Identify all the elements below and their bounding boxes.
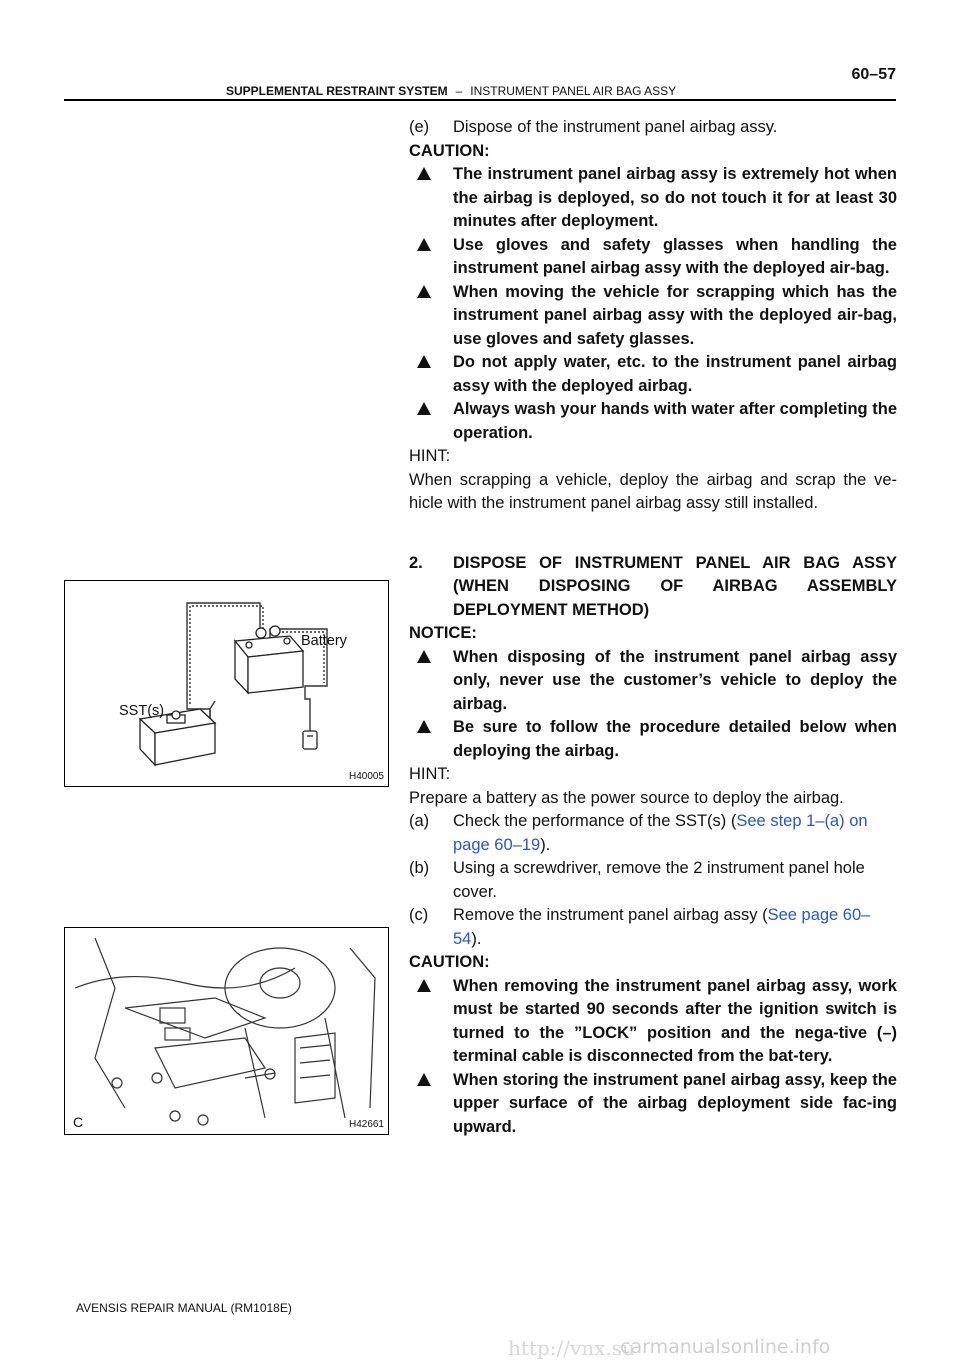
caution-heading: CAUTION: [409,141,490,160]
notice-item: When disposing of the instrument panel airbag assy only, never use the customer’s vehicle to deploy the airbag. [409,646,897,717]
label-sst: SST(s) [119,703,165,719]
hint-heading: HINT: [409,447,451,465]
header-section: SUPPLEMENTAL RESTRAINT SYSTEM [226,84,448,98]
instrument-panel-illustration [65,928,387,1133]
substep-b: (b) Using a screwdriver, remove the 2 instrument panel hole cover. [409,859,865,901]
figure-code: H40005 [348,771,384,782]
notice-item: Be sure to follow the procedure detailed below when deploying the airbag. [409,716,897,763]
watermark-left: http://vnx.su [508,1336,635,1360]
hint-heading: HINT: [409,765,451,783]
substep-e: (e) Dispose of the instrument panel airbag assy. [409,118,778,136]
link-page-60-54[interactable]: See page 60–54 [453,906,871,948]
caution-item: The instrument panel airbag assy is extremely hot when the airbag is deployed, so do not touch it for at least 30 minutes after deployment. [409,163,897,234]
label-c: C [73,1114,84,1130]
label-battery: Battery [301,633,347,649]
caution-heading: CAUTION: [409,953,490,971]
header-dash: – [455,84,463,98]
step-2-title: 2. DISPOSE OF INSTRUMENT PANEL AIR BAG ASSY (WHEN DISPOSING OF AIRBAG ASSEMBLY DEPLOYMENT METHOD) [409,553,897,619]
caution-item: When removing the instrument panel airbag assy, work must be started 90 seconds after the ignition switch is turned to the ”LOCK” position and the nega-tive (–) terminal cable is disconnected from the bat-tery. [409,975,897,1069]
battery-sst-illustration [65,581,387,785]
page-number: 60–57 [851,66,896,83]
header-subsection: INSTRUMENT PANEL AIR BAG ASSY [470,84,677,98]
caution-item: Always wash your hands with water after completing the operation. [409,398,897,445]
link-step-1a[interactable]: See step 1–(a) on page 60–19 [453,812,868,854]
caution-item: When moving the vehicle for scrapping which has the instrument panel airbag assy with the deployed air-bag, use gloves and safety glasses. [409,281,897,352]
header-rule [64,99,896,101]
figure-instrument-panel [64,927,389,1135]
notice-heading: NOTICE: [409,624,477,642]
hint-text: Prepare a battery as the power source to deploy the airbag. [409,788,844,807]
figure-battery-sst [64,580,389,787]
caution-item: When storing the instrument panel airbag assy, keep the upper surface of the airbag deployment side fac-ing upward. [409,1069,897,1140]
hint-text: When scrapping a vehicle, deploy the airbag and scrap the ve-hicle with the instrument panel airbag assy still installed. [409,470,897,512]
watermark-right: carmanualsonline.info [620,1336,831,1358]
text-column [409,116,897,1139]
substep-a: (a) Check the performance of the SST(s) (See step 1–(a) on page 60–19). [409,812,868,854]
figure-code: H42661 [348,1119,384,1130]
caution-item: Do not apply water, etc. to the instrument panel airbag assy with the deployed airbag. [409,351,897,398]
caution-item: Use gloves and safety glasses when handling the instrument panel airbag assy with the deployed air-bag. [409,234,897,281]
footer: AVENSIS REPAIR MANUAL (RM1018E) [76,1301,292,1315]
running-header [226,84,676,98]
substep-c: (c) Remove the instrument panel airbag assy (See page 60–54). [409,906,871,948]
